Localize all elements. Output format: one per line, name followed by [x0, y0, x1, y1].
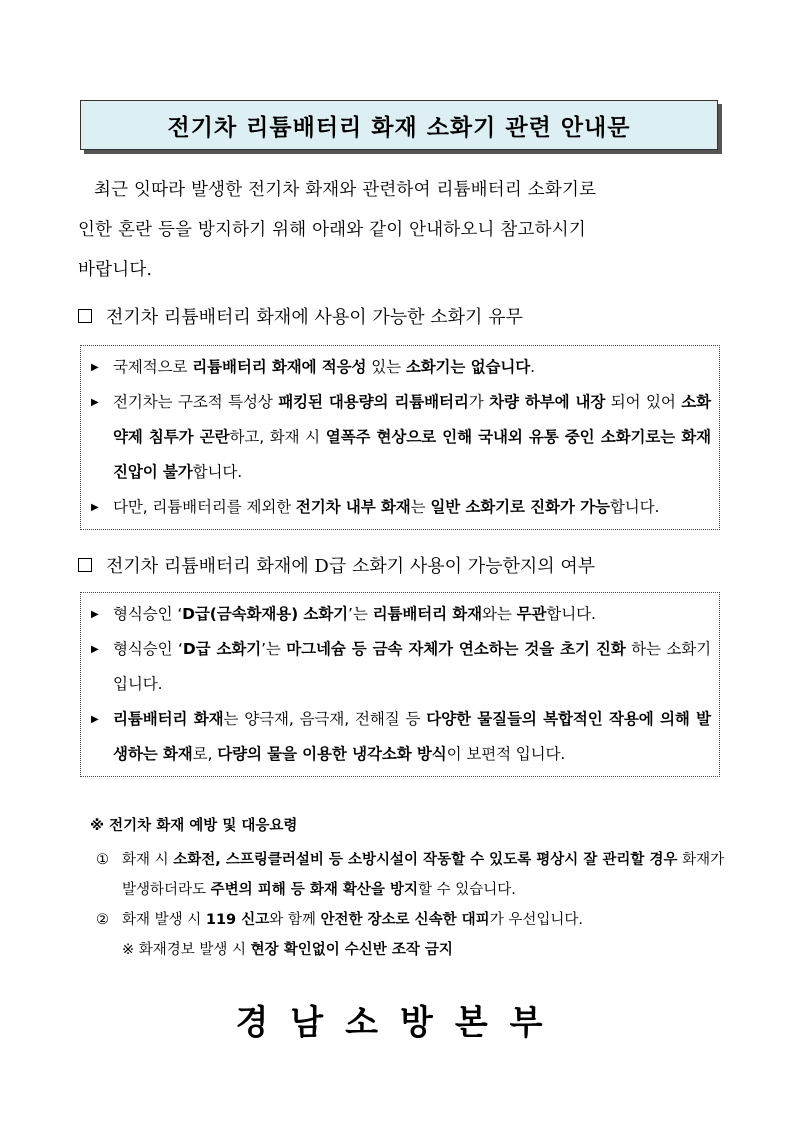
bold-run: 소화전, 스프링클러설비 등 소방시설이 작동할 수 있도록 평상시 잘 관리할 경우	[173, 852, 678, 868]
text-run: 다만, 리튬배터리를 제외한	[113, 498, 296, 516]
section-2-heading-text: 전기차 리튬배터리 화재에 D급 소화기 사용이 가능한지의 여부	[106, 556, 596, 577]
bold-run: 소화기는 없습니다	[405, 358, 531, 376]
arrow-bullet-icon: ▶	[91, 397, 99, 408]
document-title: 전기차 리튬배터리 화재 소화기 관련 안내문	[80, 100, 718, 150]
section-2-box	[80, 592, 720, 777]
text-run: 합니다.	[546, 605, 596, 623]
bold-run: 다양한 물질들의 복합적인 작용에 의해 발생하는 화재	[113, 710, 711, 763]
bold-run: 마그네슘 등 금속 자체가 연소하는 것을 초기 진화	[286, 640, 626, 658]
text-run: 국제적으로	[113, 358, 193, 376]
bold-run: D급(금속화재용) 소화기	[182, 605, 349, 623]
circled-number: ②	[96, 912, 109, 928]
response-guide-heading: ※ 전기차 화재 예방 및 대응요령	[90, 818, 298, 834]
bold-run: D급 소화기	[182, 640, 262, 658]
bold-run: 리튬배터리 화재	[113, 710, 224, 728]
text-run: 이 보편적 입니다.	[446, 745, 566, 763]
text-run: 화재 발생 시	[122, 912, 206, 928]
text-run: ※ 화재경보 발생 시	[122, 942, 251, 958]
text-run: 할 수 있습니다.	[418, 882, 516, 898]
section-1-item-3	[91, 490, 711, 525]
text-run: 가 우선입니다.	[489, 912, 583, 928]
text-run: 는	[410, 498, 431, 516]
text-run: 와는	[482, 605, 517, 623]
text-run: 전기차는 구조적 특성상	[113, 393, 279, 411]
arrow-bullet-icon: ▶	[91, 714, 99, 725]
bold-run: 리튬배터리 화재	[372, 605, 482, 623]
section-1-heading	[78, 303, 523, 329]
bold-run: 열폭주 현상으로 인해 국내외 유통 중인 소화기로는 화재진압이 불가	[113, 428, 711, 481]
text-run: 형식승인 ‘	[113, 605, 183, 623]
bold-run: 소화약제 침투가 곤란	[113, 393, 711, 446]
guide-item-1	[90, 845, 730, 905]
bold-run: 패킹된 대용량의 리튬배터리	[278, 393, 469, 411]
bold-run: 주변의 피해 등 화재 확산을 방지	[210, 882, 418, 898]
intro-paragraph	[78, 170, 728, 290]
section-2-heading	[78, 552, 595, 578]
circled-number: ①	[96, 852, 109, 868]
section-1-item-1	[91, 350, 711, 385]
intro-line-3: 바랍니다.	[78, 260, 153, 280]
arrow-bullet-icon: ▶	[91, 362, 99, 373]
section-1-heading-text: 전기차 리튬배터리 화재에 사용이 가능한 소화기 유무	[106, 307, 523, 328]
bold-run: 차량 하부에 내장	[489, 393, 606, 411]
bold-run: 무관	[516, 605, 547, 623]
guide-item-2	[90, 905, 730, 935]
arrow-bullet-icon: ▶	[91, 502, 99, 513]
text-run: 는 양극재, 음극재, 전해질 등	[223, 710, 427, 728]
bold-run: 안전한 장소로 신속한 대피	[320, 912, 490, 928]
section-1-box	[80, 345, 720, 530]
text-run: .	[530, 358, 535, 376]
bold-run: 다량의 물을 이용한 냉각소화 방식	[217, 745, 447, 763]
text-run: 형식승인 ‘	[113, 640, 183, 658]
text-run: 되어 있어	[605, 393, 682, 411]
bold-run: 일반 소화기로 진화가 가능	[430, 498, 610, 516]
response-guide	[90, 815, 730, 965]
bold-run: 119 신고	[205, 912, 270, 928]
section-2-item-1	[91, 597, 711, 632]
text-run: ’는	[348, 605, 373, 623]
text-run: 합니다.	[609, 498, 660, 516]
text-run: 있는	[366, 358, 406, 376]
issuer-signature: 경남소방본부	[235, 1003, 565, 1043]
text-run: 합니다.	[192, 463, 243, 481]
text-run: 가	[468, 393, 490, 411]
bold-run: 전기차 내부 화재	[295, 498, 411, 516]
text-run: ’는	[261, 640, 287, 658]
checkbox-square-icon	[78, 558, 92, 572]
section-1-item-2	[91, 385, 711, 490]
text-run: 하고, 화재 시	[229, 428, 326, 446]
section-2-item-3	[91, 702, 711, 772]
text-run: 와 함께	[269, 912, 321, 928]
text-run: 로,	[192, 745, 218, 763]
checkbox-square-icon	[78, 309, 92, 323]
text-run: 화재 시	[122, 852, 174, 868]
text-run: 화재가 발생하더라도	[122, 852, 725, 898]
intro-line-2: 인한 혼란 등을 방지하기 위해 아래와 같이 안내하오니 참고하시기	[78, 220, 586, 240]
arrow-bullet-icon: ▶	[91, 644, 99, 655]
arrow-bullet-icon: ▶	[91, 609, 99, 620]
bold-run: 리튬배터리 화재에 적응성	[192, 358, 367, 376]
section-2-item-2	[91, 632, 711, 702]
guide-sub-note	[90, 935, 730, 965]
intro-line-1: 최근 잇따라 발생한 전기차 화재와 관련하여 리튬배터리 소화기로	[94, 180, 597, 200]
bold-run: 현장 확인없이 수신반 조작 금지	[250, 942, 453, 958]
text-run: 하는 소화기입니다.	[113, 640, 711, 693]
